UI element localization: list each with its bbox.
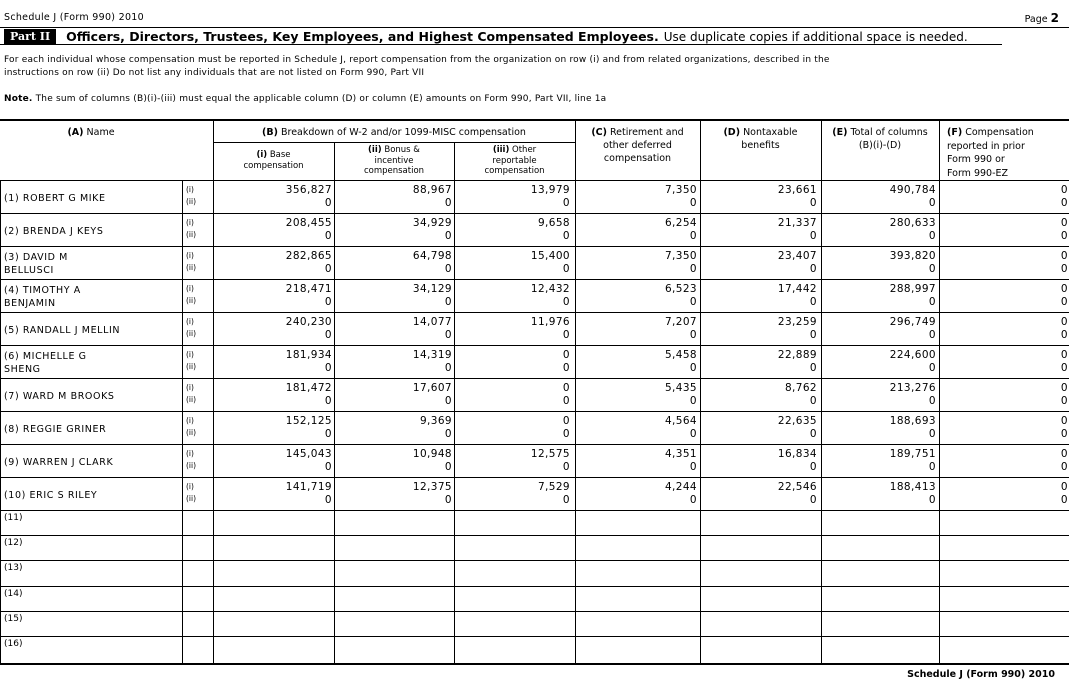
- amount-row-i: 280,633: [889, 217, 936, 229]
- amount-row-ii: 0: [324, 428, 332, 440]
- person-name: [4, 225, 103, 238]
- amount-row-i: 8,762: [784, 382, 817, 394]
- amount-row-i: 14,077: [412, 316, 452, 328]
- amount-row-i: 0: [1060, 448, 1068, 460]
- row-label-i: (i): [186, 350, 194, 359]
- amount-row-i: 141,719: [285, 481, 332, 493]
- amount-row-i: 0: [562, 415, 570, 427]
- amount-row-ii: 0: [562, 461, 570, 473]
- amount-row-i: 7,207: [664, 316, 697, 328]
- blank-row-label: (15): [4, 613, 23, 624]
- amount-row-i: 12,375: [412, 481, 452, 493]
- amount-row-i: 34,129: [412, 283, 452, 295]
- amount-row-ii: 0: [809, 362, 817, 374]
- form-label: Schedule J (Form 990) 2010: [4, 12, 144, 23]
- amount-row-i: 17,442: [777, 283, 817, 295]
- amount-row-ii: 0: [562, 494, 570, 506]
- amount-row-ii: 0: [562, 230, 570, 242]
- amount-row-i: 4,244: [664, 481, 697, 493]
- amount-row-ii: 0: [689, 428, 697, 440]
- amount-row-ii: 0: [562, 362, 570, 374]
- amount-row-ii: 0: [809, 461, 817, 473]
- page-label: Page: [1024, 14, 1048, 25]
- part-title: Officers, Directors, Trustees, Key Employees, and Highest Compensated Employees.: [66, 29, 659, 44]
- person-name-line-1: (10) ERIC S RILEY: [4, 490, 98, 501]
- amount-row-i: 12,432: [530, 283, 570, 295]
- amount-row-i: 14,319: [412, 349, 452, 361]
- amount-row-i: 4,351: [664, 448, 697, 460]
- row-label-ii: (ii): [186, 296, 197, 305]
- amount-row-ii: 0: [1060, 296, 1068, 308]
- column-header-b: (B) Breakdown of W-2 and/or 1099-MISC compensation: [262, 127, 526, 138]
- person-name-line-1: (3) DAVID M: [4, 252, 68, 263]
- part-heading: [4, 29, 968, 44]
- person-name: [4, 251, 68, 277]
- amount-row-ii: 0: [689, 362, 697, 374]
- amount-row-ii: 0: [444, 494, 452, 506]
- amount-row-ii: 0: [562, 329, 570, 341]
- amount-row-ii: 0: [444, 197, 452, 209]
- amount-row-i: 188,413: [889, 481, 936, 493]
- amount-row-ii: 0: [689, 395, 697, 407]
- amount-row-ii: 0: [689, 263, 697, 275]
- amount-row-ii: 0: [324, 197, 332, 209]
- row-label-ii: (ii): [186, 428, 197, 437]
- amount-row-i: 23,407: [777, 250, 817, 262]
- amount-row-i: 6,254: [664, 217, 697, 229]
- amount-row-ii: 0: [444, 395, 452, 407]
- row-divider: [0, 611, 1069, 612]
- column-divider: [700, 121, 701, 663]
- amount-row-i: 7,529: [537, 481, 570, 493]
- amount-row-i: 11,976: [530, 316, 570, 328]
- row-divider: [0, 560, 1069, 561]
- blank-row-label: (12): [4, 538, 23, 549]
- amount-row-ii: 0: [324, 362, 332, 374]
- person-name: [4, 284, 81, 310]
- blank-row-label: (11): [4, 513, 23, 523]
- amount-row-ii: 0: [1060, 395, 1068, 407]
- amount-row-ii: 0: [928, 395, 936, 407]
- amount-row-ii: 0: [562, 263, 570, 275]
- amount-row-i: 0: [562, 382, 570, 394]
- amount-row-ii: 0: [689, 494, 697, 506]
- amount-row-ii: 0: [809, 428, 817, 440]
- person-name: [4, 350, 87, 376]
- amount-row-i: 189,751: [889, 448, 936, 460]
- instructions: [4, 54, 1004, 80]
- column-header-b-i: (i) Base compensation: [243, 150, 304, 171]
- amount-row-i: 64,798: [412, 250, 452, 262]
- amount-row-i: 188,693: [889, 415, 936, 427]
- person-name: [4, 324, 120, 337]
- person-name: [4, 456, 113, 469]
- row-label-i: (i): [186, 416, 194, 425]
- amount-row-ii: 0: [1060, 197, 1068, 209]
- instructions-line-2: instructions on row (ii) Do not list any individuals that are not listed on Form 990, Part VII: [4, 68, 425, 78]
- row-divider: [0, 312, 1069, 313]
- amount-row-i: 288,997: [889, 283, 936, 295]
- person-name-line-1: (8) REGGIE GRINER: [4, 424, 107, 435]
- amount-row-ii: 0: [689, 296, 697, 308]
- amount-row-ii: 0: [928, 230, 936, 242]
- note-text: The sum of columns (B)(i)-(iii) must equal the applicable column (D) or column (E) amounts on Form 990, Part VII, line 1a: [35, 94, 607, 104]
- row-divider: [0, 411, 1069, 412]
- amount-row-i: 282,865: [285, 250, 332, 262]
- person-name-line-1: (9) WARREN J CLARK: [4, 457, 114, 468]
- amount-row-ii: 0: [928, 428, 936, 440]
- column-header-b-iii: (iii) Other reportable compensation: [484, 145, 545, 176]
- person-name: [4, 423, 106, 436]
- row-divider: [0, 444, 1069, 445]
- amount-row-ii: 0: [562, 395, 570, 407]
- blank-row-label: (16): [4, 639, 23, 649]
- amount-row-ii: 0: [928, 461, 936, 473]
- amount-row-ii: 0: [444, 362, 452, 374]
- person-name-line-1: (1) ROBERT G MIKE: [4, 193, 106, 204]
- amount-row-i: 152,125: [285, 415, 332, 427]
- amount-row-ii: 0: [324, 296, 332, 308]
- amount-row-i: 16,834: [777, 448, 817, 460]
- row-divider: [0, 345, 1069, 346]
- amount-row-ii: 0: [1060, 428, 1068, 440]
- row-divider: [0, 180, 1069, 181]
- person-name-line-1: (5) RANDALL J MELLIN: [4, 325, 121, 336]
- amount-row-ii: 0: [928, 494, 936, 506]
- amount-row-ii: 0: [1060, 329, 1068, 341]
- amount-row-i: 23,661: [777, 184, 817, 196]
- amount-row-ii: 0: [444, 263, 452, 275]
- row-label-ii: (ii): [186, 197, 197, 206]
- row-divider: [0, 246, 1069, 247]
- row-divider: [0, 279, 1069, 280]
- amount-row-ii: 0: [809, 230, 817, 242]
- amount-row-i: 88,967: [412, 184, 452, 196]
- column-header-d: (D) Nontaxable benefits: [723, 127, 798, 151]
- amount-row-i: 5,435: [664, 382, 697, 394]
- person-name-line-2: BELLUSCI: [4, 265, 54, 276]
- person-name-line-1: (6) MICHELLE G: [4, 351, 87, 362]
- amount-row-i: 9,369: [419, 415, 452, 427]
- amount-row-ii: 0: [1060, 263, 1068, 275]
- amount-row-ii: 0: [562, 296, 570, 308]
- amount-row-i: 0: [1060, 415, 1068, 427]
- amount-row-ii: 0: [562, 428, 570, 440]
- column-divider: [939, 121, 940, 663]
- amount-row-ii: 0: [444, 296, 452, 308]
- amount-row-ii: 0: [562, 197, 570, 209]
- amount-row-i: 22,546: [777, 481, 817, 493]
- footer-form-label: Schedule J (Form 990) 2010: [907, 669, 1055, 680]
- amount-row-ii: 0: [928, 329, 936, 341]
- amount-row-i: 356,827: [285, 184, 332, 196]
- person-name-line-1: (7) WARD M BROOKS: [4, 391, 115, 402]
- instructions-line-1: For each individual whose compensation must be reported in Schedule J, report compensation from the organization on row (i) and from related organizations, described in the: [4, 55, 830, 65]
- amount-row-i: 5,458: [664, 349, 697, 361]
- amount-row-ii: 0: [1060, 230, 1068, 242]
- amount-row-i: 0: [1060, 184, 1068, 196]
- amount-row-ii: 0: [689, 230, 697, 242]
- row-label-ii: (ii): [186, 329, 197, 338]
- amount-row-i: 7,350: [664, 184, 697, 196]
- amount-row-i: 9,658: [537, 217, 570, 229]
- amount-row-i: 0: [1060, 250, 1068, 262]
- amount-row-i: 0: [1060, 283, 1068, 295]
- amount-row-i: 0: [1060, 382, 1068, 394]
- amount-row-ii: 0: [324, 494, 332, 506]
- column-divider: [182, 180, 183, 663]
- row-label-i: (i): [186, 284, 194, 293]
- row-label-i: (i): [186, 383, 194, 392]
- row-label-i: (i): [186, 251, 194, 260]
- divider: [0, 27, 1069, 28]
- amount-row-i: 7,350: [664, 250, 697, 262]
- part-subtitle: Use duplicate copies if additional space is needed.: [663, 29, 968, 44]
- row-divider: [0, 586, 1069, 587]
- row-divider: [213, 142, 575, 143]
- person-name-line-1: (4) TIMOTHY A: [4, 285, 81, 296]
- person-name: [4, 390, 115, 403]
- column-divider: [0, 180, 1, 663]
- amount-row-i: 490,784: [889, 184, 936, 196]
- amount-row-i: 224,600: [889, 349, 936, 361]
- divider: [0, 44, 1002, 45]
- amount-row-i: 0: [1060, 481, 1068, 493]
- row-label-i: (i): [186, 449, 194, 458]
- amount-row-i: 181,934: [285, 349, 332, 361]
- column-divider: [575, 121, 576, 663]
- amount-row-ii: 0: [1060, 362, 1068, 374]
- amount-row-i: 6,523: [664, 283, 697, 295]
- amount-row-i: 4,564: [664, 415, 697, 427]
- amount-row-ii: 0: [928, 197, 936, 209]
- column-header-c: (C) Retirement and other deferred compensation: [591, 127, 684, 164]
- amount-row-ii: 0: [324, 329, 332, 341]
- row-label-ii: (ii): [186, 461, 197, 470]
- row-label-ii: (ii): [186, 230, 197, 239]
- row-label-ii: (ii): [186, 263, 197, 272]
- person-name: [4, 489, 97, 502]
- row-divider: [0, 477, 1069, 478]
- amount-row-i: 17,607: [412, 382, 452, 394]
- amount-row-ii: 0: [444, 461, 452, 473]
- amount-row-ii: 0: [444, 428, 452, 440]
- table-bottom-border: [0, 663, 1069, 665]
- amount-row-ii: 0: [1060, 461, 1068, 473]
- amount-row-ii: 0: [809, 395, 817, 407]
- person-name-line-2: SHENG: [4, 364, 41, 375]
- column-divider: [213, 121, 214, 663]
- amount-row-i: 23,259: [777, 316, 817, 328]
- blank-row-label: (13): [4, 563, 23, 574]
- amount-row-i: 21,337: [777, 217, 817, 229]
- row-label-i: (i): [186, 218, 194, 227]
- amount-row-i: 240,230: [285, 316, 332, 328]
- amount-row-i: 213,276: [889, 382, 936, 394]
- amount-row-ii: 0: [928, 362, 936, 374]
- row-divider: [0, 378, 1069, 379]
- amount-row-i: 22,635: [777, 415, 817, 427]
- amount-row-ii: 0: [928, 263, 936, 275]
- amount-row-ii: 0: [809, 494, 817, 506]
- person-name-line-1: (2) BRENDA J KEYS: [4, 226, 104, 237]
- amount-row-i: 208,455: [285, 217, 332, 229]
- amount-row-i: 0: [562, 349, 570, 361]
- column-header-name: (A) Name: [67, 127, 115, 138]
- row-label-i: (i): [186, 317, 194, 326]
- blank-row-label: (14): [4, 588, 23, 599]
- amount-row-ii: 0: [689, 197, 697, 209]
- amount-row-ii: 0: [809, 197, 817, 209]
- amount-row-ii: 0: [324, 461, 332, 473]
- amount-row-ii: 0: [809, 329, 817, 341]
- row-divider: [0, 636, 1069, 637]
- row-divider: [0, 510, 1069, 511]
- amount-row-ii: 0: [689, 329, 697, 341]
- amount-row-i: 296,749: [889, 316, 936, 328]
- row-label-ii: (ii): [186, 395, 197, 404]
- row-label-ii: (ii): [186, 362, 197, 371]
- amount-row-i: 10,948: [412, 448, 452, 460]
- row-label-i: (i): [186, 185, 194, 194]
- page-number-value: 2: [1050, 11, 1059, 25]
- amount-row-i: 0: [1060, 217, 1068, 229]
- row-divider: [0, 535, 1069, 536]
- amount-row-ii: 0: [809, 296, 817, 308]
- amount-row-ii: 0: [324, 263, 332, 275]
- amount-row-i: 0: [1060, 349, 1068, 361]
- table-top-border: [0, 119, 1069, 121]
- column-header-e: (E) Total of columns (B)(i)-(D): [832, 127, 928, 151]
- amount-row-ii: 0: [444, 230, 452, 242]
- page-number: [1025, 11, 1059, 25]
- amount-row-i: 218,471: [285, 283, 332, 295]
- column-header-f: (F) Compensation reported in prior Form 990 or Form 990-EZ: [947, 127, 1034, 179]
- amount-row-ii: 0: [324, 230, 332, 242]
- column-divider: [821, 121, 822, 663]
- amount-row-ii: 0: [928, 296, 936, 308]
- part-tag: Part II: [4, 29, 56, 44]
- amount-row-i: 22,889: [777, 349, 817, 361]
- person-name-line-2: BENJAMIN: [4, 298, 56, 309]
- amount-row-i: 12,575: [530, 448, 570, 460]
- amount-row-i: 34,929: [412, 217, 452, 229]
- note: [4, 94, 606, 104]
- row-label-ii: (ii): [186, 494, 197, 503]
- row-divider: [0, 213, 1069, 214]
- amount-row-i: 15,400: [530, 250, 570, 262]
- amount-row-ii: 0: [1060, 494, 1068, 506]
- row-label-i: (i): [186, 482, 194, 491]
- amount-row-ii: 0: [689, 461, 697, 473]
- amount-row-ii: 0: [809, 263, 817, 275]
- amount-row-ii: 0: [324, 395, 332, 407]
- amount-row-i: 0: [1060, 316, 1068, 328]
- person-name: [4, 192, 106, 205]
- amount-row-i: 393,820: [889, 250, 936, 262]
- amount-row-i: 181,472: [285, 382, 332, 394]
- amount-row-i: 13,979: [530, 184, 570, 196]
- amount-row-ii: 0: [444, 329, 452, 341]
- column-header-b-ii: (ii) Bonus & incentive compensation: [363, 145, 425, 176]
- amount-row-i: 145,043: [285, 448, 332, 460]
- note-label: Note.: [4, 94, 33, 104]
